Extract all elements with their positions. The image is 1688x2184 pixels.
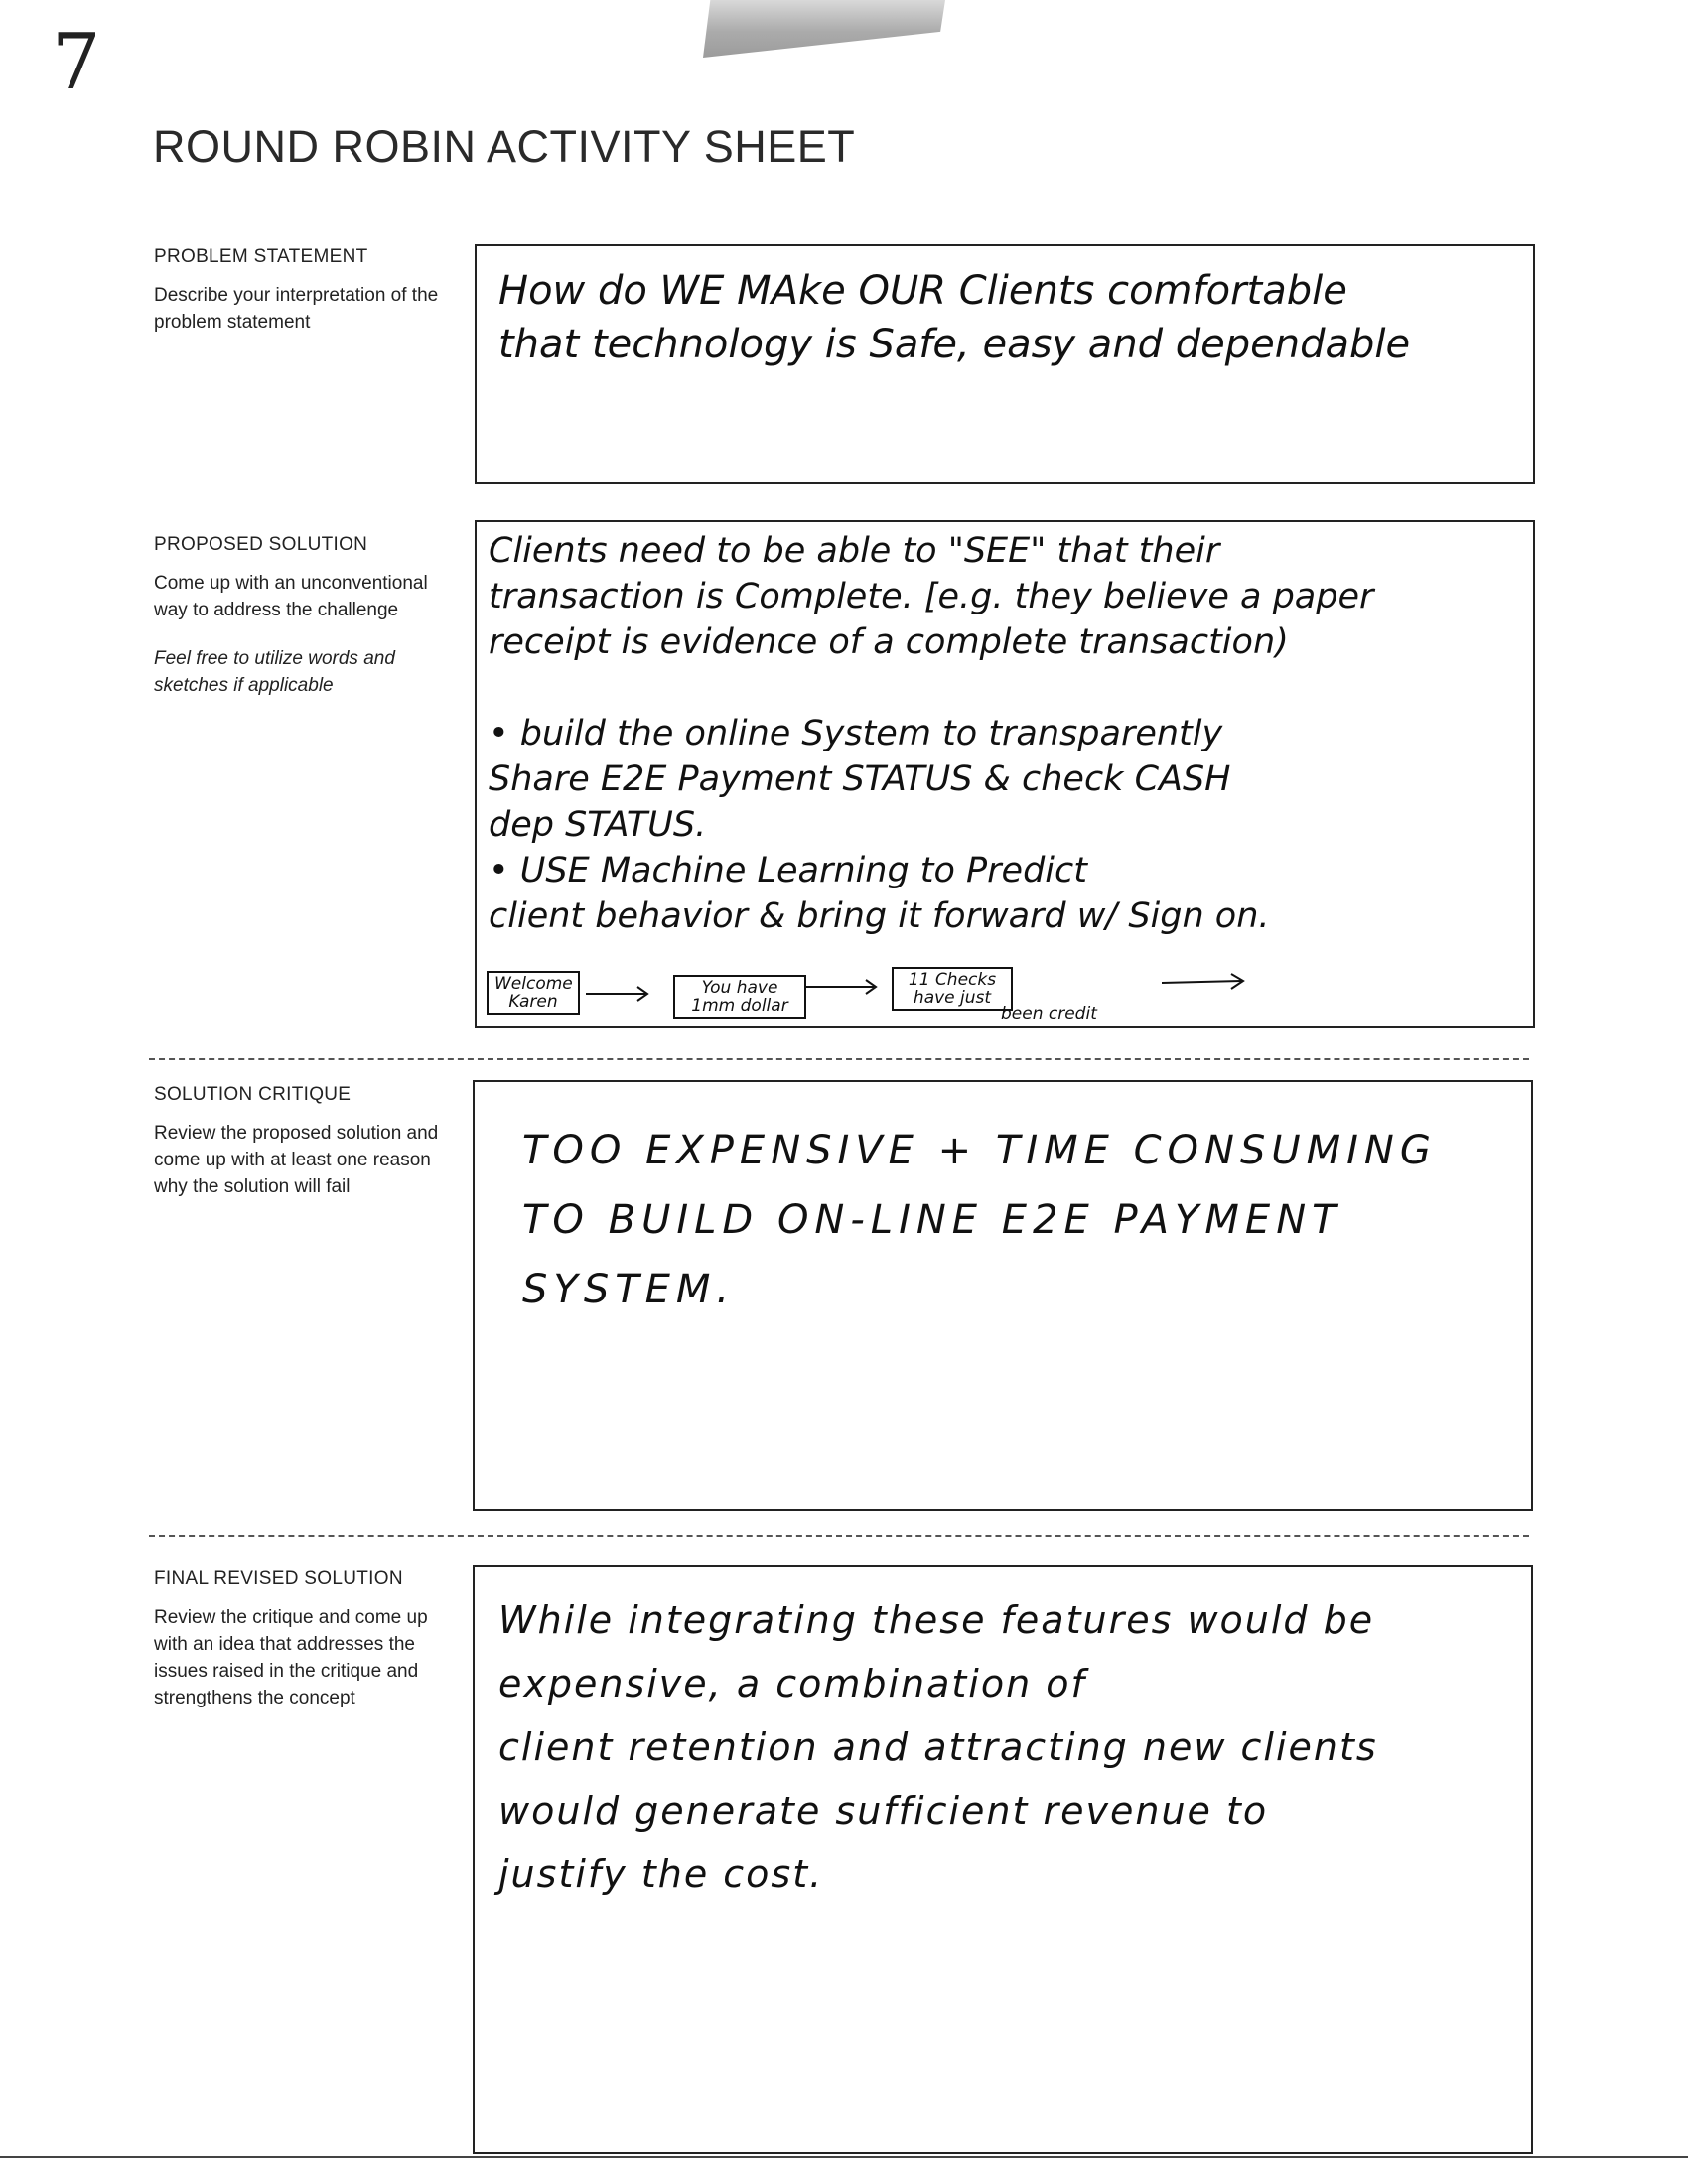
final-revised-solution-heading: FINAL REVISED SOLUTION	[154, 1569, 403, 1589]
final-revised-solution-answer: While integrating these features would be expensive, a combination of client retention and attracting new clients would generate sufficient revenue to justify the cost.	[498, 1598, 1378, 1896]
sketch-arrow-2	[804, 977, 884, 997]
proposed-solution-answer: Clients need to be able to "SEE" that their transaction is Complete. [e.g. they believe a paper receipt is evidence of a complete transaction) • build the online System to transparently Share E2E Payment STATUS & check CASH dep STATUS. • USE Machine Learning to Predict client behavior & bring it forward w/ Sign on.	[489, 531, 1374, 936]
page-bottom-rule	[0, 2156, 1688, 2158]
tape-mark	[703, 0, 945, 58]
divider-2	[149, 1535, 1529, 1537]
solution-critique-description: Review the proposed solution and come up with at least one reason why the solution will fail	[154, 1123, 439, 1197]
sketch-screen-balance: You have 1mm dollar	[673, 975, 806, 1019]
solution-critique-label	[154, 1084, 442, 1200]
problem-statement-box[interactable]	[475, 244, 1535, 484]
final-revised-solution-box[interactable]	[473, 1565, 1533, 2154]
problem-statement-description: Describe your interpretation of the problem statement	[154, 285, 439, 333]
solution-critique-answer: TOO EXPENSIVE + TIME CONSUMING TO BUILD ON-LINE E2E PAYMENT SYSTEM.	[522, 1128, 1437, 1312]
problem-statement-heading: PROBLEM STATEMENT	[154, 246, 368, 267]
sketch-arrow-1	[586, 984, 655, 1004]
proposed-solution-box[interactable]	[475, 520, 1535, 1028]
proposed-solution-label	[154, 534, 442, 699]
solution-critique-box[interactable]	[473, 1080, 1533, 1511]
proposed-solution-note: Feel free to utilize words and sketches if applicable	[154, 648, 395, 696]
proposed-solution-description: Come up with an unconventional way to address the challenge	[154, 573, 428, 620]
proposed-solution-heading: PROPOSED SOLUTION	[154, 534, 368, 555]
solution-critique-heading: SOLUTION CRITIQUE	[154, 1084, 352, 1105]
sketch-arrow-3	[1162, 971, 1251, 995]
sketch-screen-checks: 11 Checks have just	[892, 967, 1013, 1011]
sketch-trailing-text: been credit	[1001, 1004, 1097, 1024]
problem-statement-answer: How do WE MAke OUR Clients comfortable that technology is Safe, easy and dependable	[498, 268, 1411, 367]
sketch-screen-welcome: Welcome Karen	[487, 971, 580, 1015]
final-revised-solution-description: Review the critique and come up with an idea that addresses the issues raised in the critique and strengthens the concept	[154, 1607, 428, 1708]
sheet-title: ROUND ROBIN ACTIVITY SHEET	[153, 121, 856, 172]
page-number: 7	[52, 18, 101, 107]
final-revised-solution-label	[154, 1569, 442, 1711]
problem-statement-label	[154, 246, 442, 336]
divider-1	[149, 1058, 1529, 1060]
